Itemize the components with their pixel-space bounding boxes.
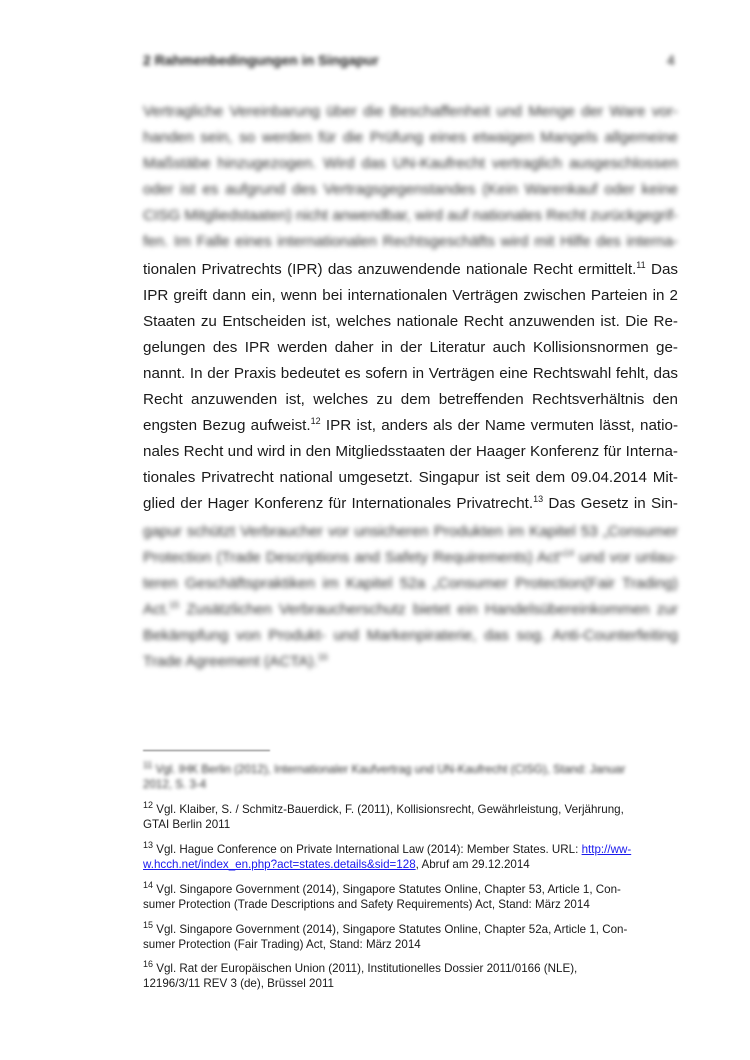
body-line: Vertragliche Vereinbarung über die Beschaffenheit und Menge der Ware vor- [143,103,678,120]
footnote-ref: 15 [169,600,180,610]
body-text-segment: tionalen Privatrechts (IPR) das anzuwendende nationale Recht ermittelt. [143,261,637,278]
footnote-line [143,857,673,872]
body-line: gelungen des IPR werden daher in der Literatur auch Kollisionsnormen ge- [143,339,678,356]
body-line: fen. Im Falle eines internationalen Rechtsgeschäfts wird mit Hilfe des interna- [143,233,678,250]
body-line: tionales Privatrecht national umgesetzt. Singapur ist seit dem 09.04.2014 Mit- [143,469,678,486]
footnote-text: Vgl. Rat der Europäischen Union (2011), Institutionelles Dossier 2011/0166 (NLE), [153,962,578,975]
footnote-ref: 13 [533,494,544,504]
footnote-line: GTAI Berlin 2011 [143,818,231,831]
body-text-segment: und vor unlau- [573,549,678,566]
footnote-number: 11 [143,760,153,771]
footnote-14 [143,882,673,912]
footnote-line [143,762,673,777]
body-line: Staaten zu Entscheiden ist, welches nationale Recht anzuwenden ist. Die Re- [143,313,678,330]
footnote-text: Vgl. Hague Conference on Private International Law (2014): Member States. URL: [153,843,582,856]
footnote-line [143,842,673,857]
chapter-title: 2 Rahmenbedingungen in Singapur [143,52,379,68]
footnote-line [143,802,673,817]
footnote-15 [143,922,673,952]
body-line [143,548,678,568]
footnote-ref: 11 [636,260,646,270]
footnote-text: , Abruf am 29.12.2014 [415,858,530,871]
body-line: CISG Mitgliedstaaten) nicht anwendbar, wird auf nationales Recht zurückgegrif- [143,207,678,224]
body-text-segment: Das Gesetz in Sin- [543,495,678,512]
footnote-line [143,961,673,976]
footnote-16 [143,961,673,991]
body-line: Recht anzuwenden ist, welches zu dem betreffenden Rechtsverhältnis den [143,391,678,408]
body-line: handen sein, so werden für die Prüfung eines etwaigen Mangels allgemeine [143,129,678,146]
body-line [143,652,678,672]
body-line [143,260,678,280]
body-line: gapur schützt Verbraucher vor unsicheren Produkten im Kapitel 53 „Consumer [143,523,678,540]
footnote-line [143,882,673,897]
footnote-text: Vgl. IHK Berlin (2012), Internationaler Kaufvertrag und UN-Kaufrecht (CISG), Stand: Januar [152,763,626,776]
body-text-segment: Trade Agreement (ACTA). [143,653,318,670]
footnote-number: 12 [143,800,154,811]
body-line: oder ist es aufgrund des Vertragsgegenstandes (Kein Warenkauf oder keine [143,181,678,198]
hcch-link-continuation[interactable]: w.hcch.net/index_en.php?act=states.details&sid=128 [143,858,416,871]
body-line [143,416,678,436]
footnote-number: 13 [143,840,154,851]
footnote-line: 12196/3/11 REV 3 (de), Brüssel 2011 [143,977,334,990]
body-line: nales Recht und wird in den Mitgliedsstaaten der Haager Konferenz für Interna- [143,443,678,460]
body-text-segment: Das [645,261,678,278]
footnote-line [143,922,673,937]
footnote-ref: 12 [310,416,321,426]
footnote-text: Vgl. Singapore Government (2014), Singapore Statutes Online, Chapter 53, Article 1, Con- [153,883,621,896]
footnote-11 [143,762,673,792]
hcch-link[interactable]: http://ww- [581,843,632,856]
body-line: teren Geschäftspraktiken im Kapitel 52a „Consumer Protection(Fair Trading) [143,575,678,592]
footnote-number: 16 [143,959,154,970]
body-line: nannt. In der Praxis bedeutet es sofern in Verträgen eine Rechtswahl fehlt, das [143,365,678,382]
footnote-13 [143,842,673,872]
footnote-ref: 16 [317,652,328,662]
footnote-text: Vgl. Klaiber, S. / Schmitz-Bauerdick, F. (2011), Kollisionsrecht, Gewährleistung, Verjährung, [153,803,624,816]
footnote-number: 15 [143,920,154,931]
body-line: Maßstäbe hinzugezogen. Wird das UN-Kaufrecht vertraglich ausgeschlossen [143,155,678,172]
body-line [143,494,678,514]
footnote-line: 2012, S. 3-4 [143,778,207,791]
body-text-segment: IPR ist, anders als der Name vermuten lässt, natio- [320,417,678,434]
footnote-ref: 14 [563,548,574,558]
body-text-segment: Zusätzlichen Verbraucherschutz bietet ein Handelsübereinkommen zur [179,601,678,618]
body-text-segment: engsten Bezug aufweist. [143,417,311,434]
body-line [143,600,678,620]
footnote-text: Vgl. Singapore Government (2014), Singapore Statutes Online, Chapter 52a, Article 1, Con- [153,923,628,936]
body-text-segment: Protection (Trade Descriptions and Safety Requirements) Act“ [143,549,564,566]
footnote-12 [143,802,673,832]
page-number: 4 [667,52,675,68]
body-line: IPR greift dann ein, wenn bei internationalen Verträgen zwischen Parteien in 2 [143,287,678,304]
footnote-line: sumer Protection (Trade Descriptions and Safety Requirements) Act, Stand: März 2014 [143,898,590,911]
body-text-segment: Act. [143,601,170,618]
footnote-number: 14 [143,880,154,891]
footnote-line: sumer Protection (Fair Trading) Act, Stand: März 2014 [143,938,421,951]
footnote-separator [143,750,270,751]
body-line: Bekämpfung von Produkt- und Markenpiraterie, das sog. Anti-Counterfeiting [143,627,678,644]
body-text-segment: glied der Hager Konferenz für Internationales Privatrecht. [143,495,534,512]
